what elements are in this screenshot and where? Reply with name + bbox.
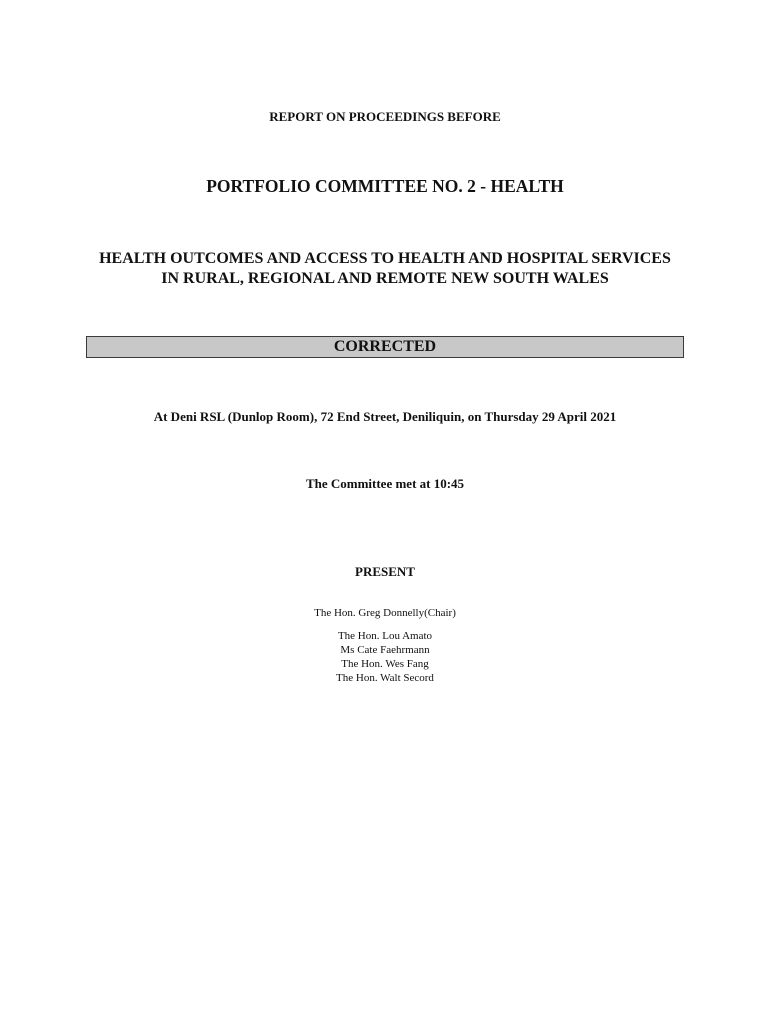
report-heading: REPORT ON PROCEEDINGS BEFORE (269, 109, 501, 124)
member-item: The Hon. Wes Fang (341, 658, 429, 670)
inquiry-title: HEALTH OUTCOMES AND ACCESS TO HEALTH AND HOSPITAL SERVICES IN RURAL, REGIONAL AND REMOTE NEW SOUTH WALES (99, 250, 671, 287)
committee-chair: The Hon. Greg Donnelly(Chair) (314, 607, 456, 619)
corrected-status-bar (86, 336, 684, 358)
hearing-location: At Deni RSL (Dunlop Room), 72 End Street, Deniliquin, on Thursday 29 April 2021 (153, 409, 617, 424)
member-item: The Hon. Lou Amato (337, 630, 433, 642)
meeting-start-time: The Committee met at 10:45 (305, 476, 465, 491)
corrected-label: CORRECTED (333, 338, 437, 355)
members-list (0, 629, 770, 685)
member-item: Ms Cate Faehrmann (340, 644, 430, 656)
member-item: The Hon. Walt Secord (336, 672, 434, 684)
committee-name: PORTFOLIO COMMITTEE NO. 2 - HEALTH (206, 176, 564, 196)
present-heading: PRESENT (355, 564, 415, 579)
